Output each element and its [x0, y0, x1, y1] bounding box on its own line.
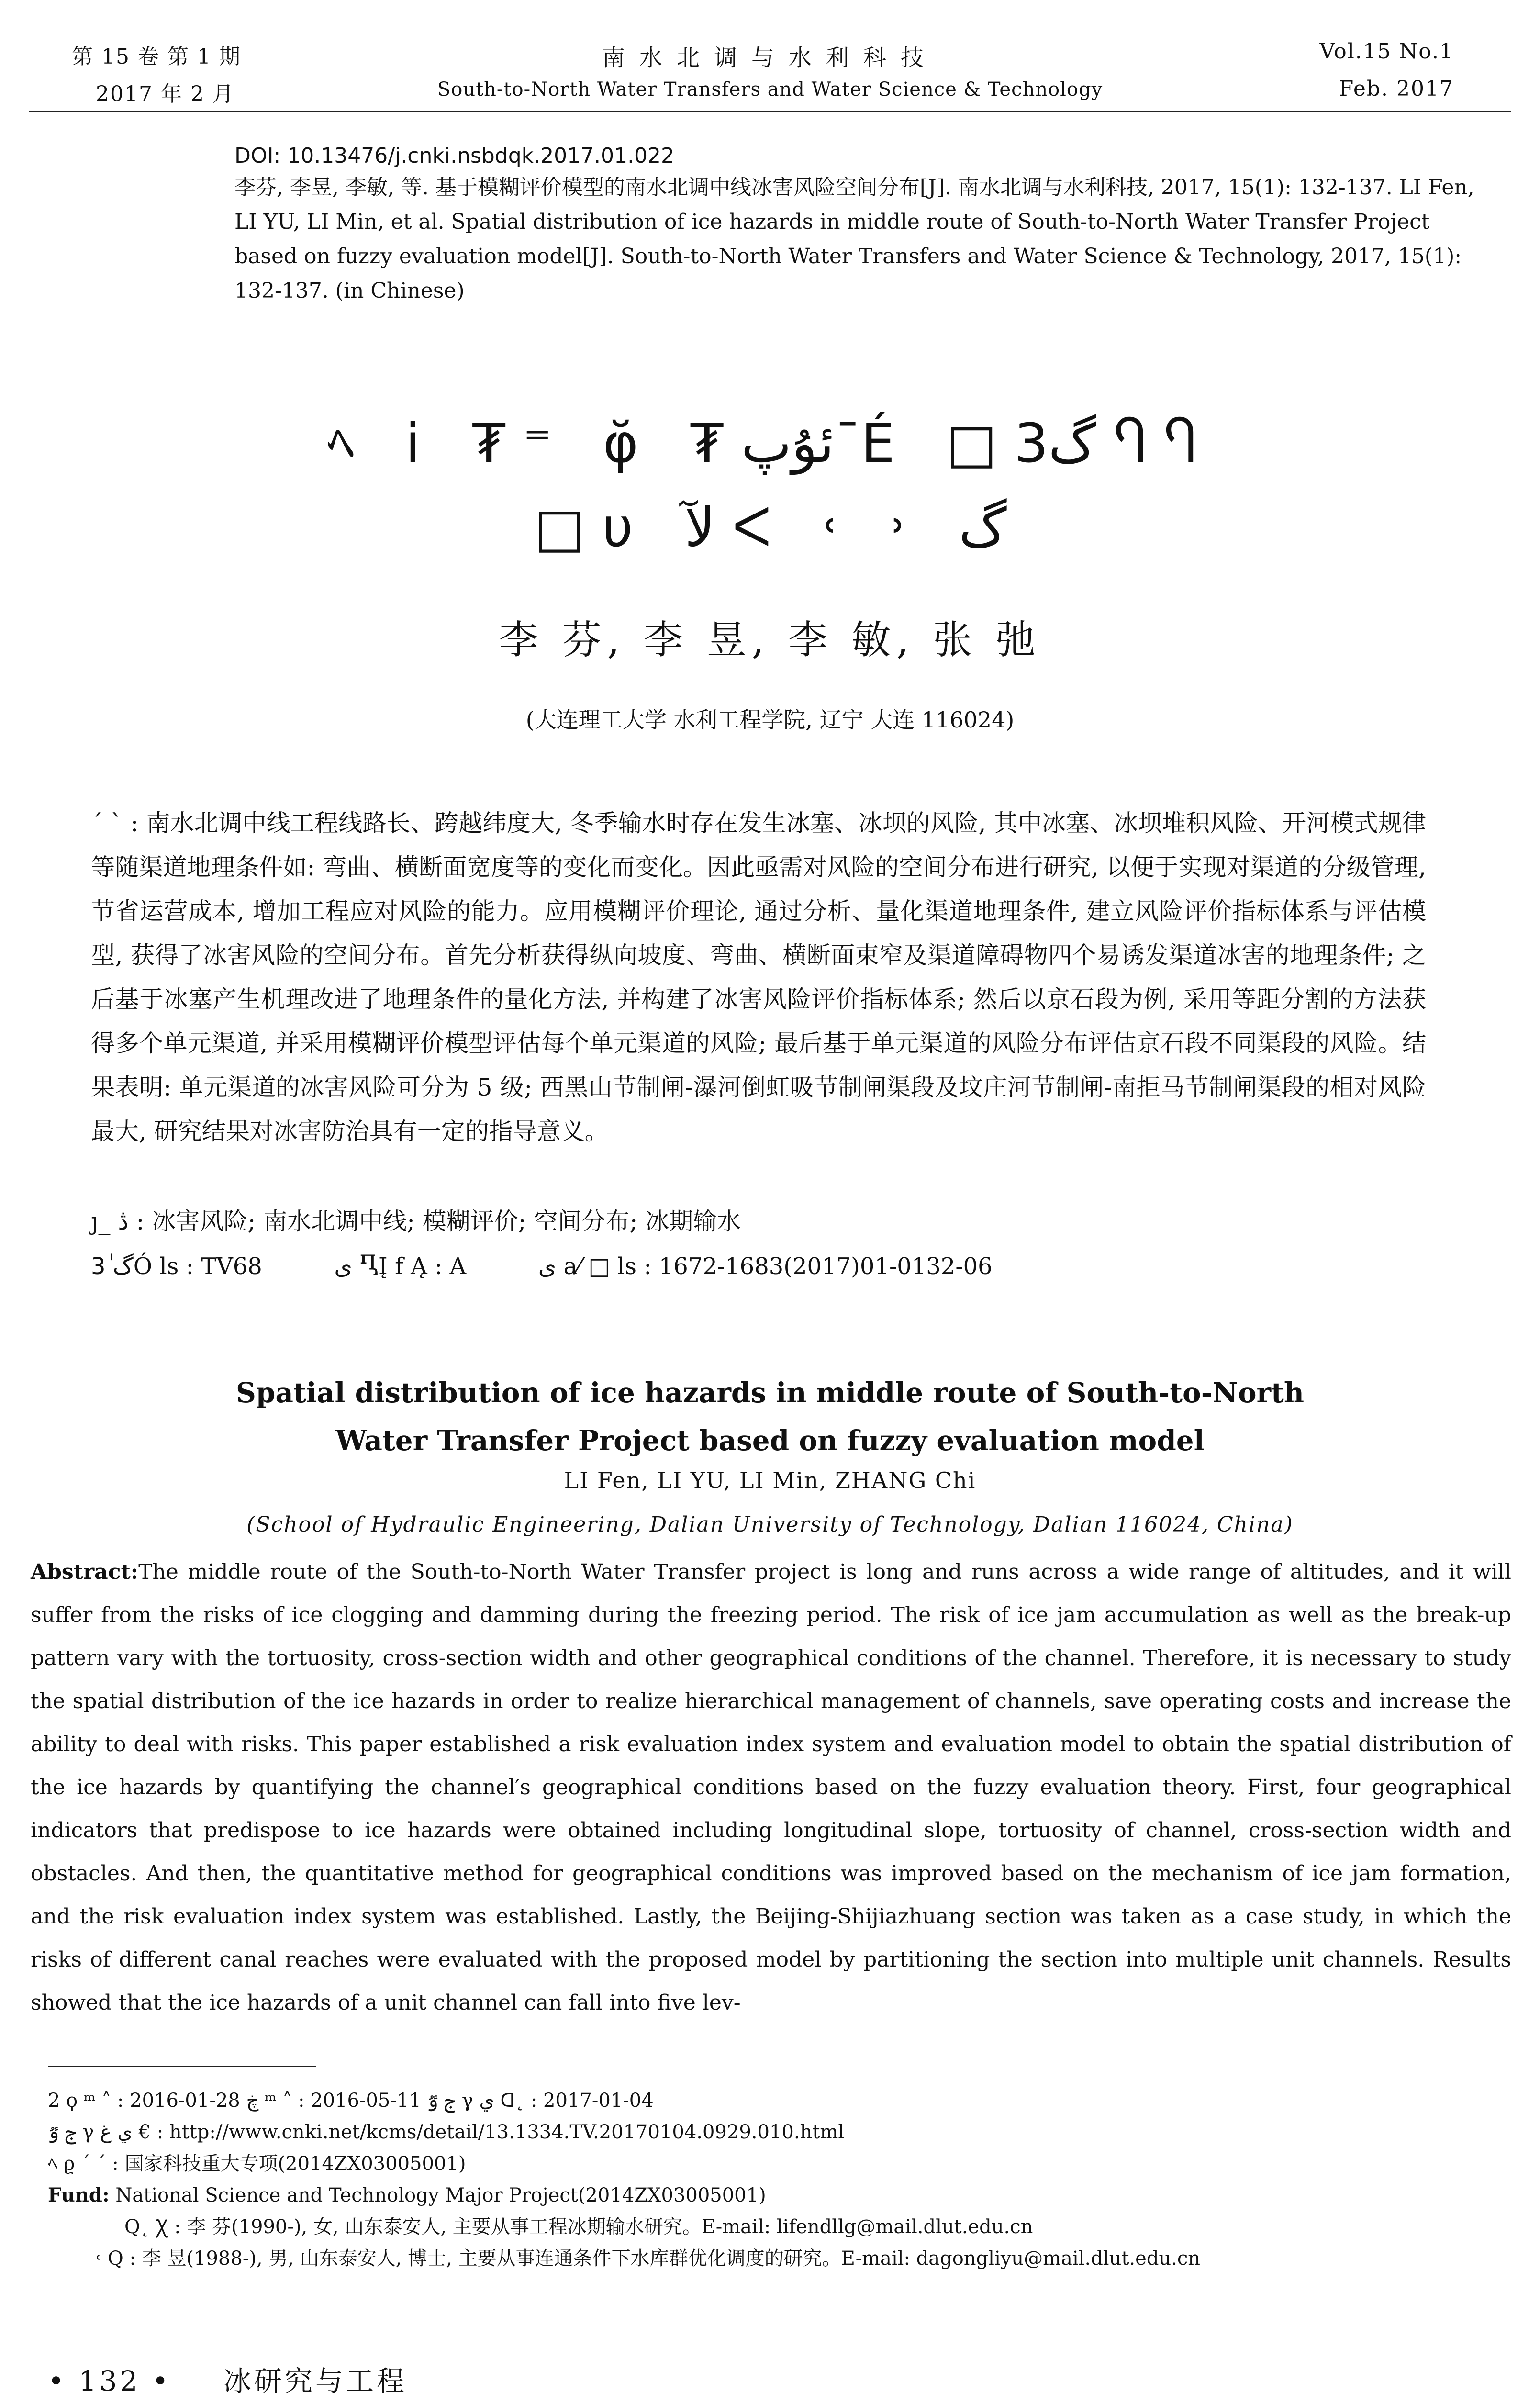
english-authors: LI Fen, LI YU, LI Min, ZHANG Chi: [564, 1467, 976, 1493]
publication-date: 2017 年 2 月: [96, 82, 234, 106]
title-garbled-line1: ﾍ i ₮⁼ φ̆ ₮ئۇپ¯É □گ3 ႤႤ: [327, 413, 1214, 475]
affiliation-cn: (大连理工大学 水利工程学院, 辽宁 大连 116024): [525, 707, 1015, 733]
title-garbled-line2: □υ ﻵ ᐸ ˓ ˒ گ: [534, 497, 1007, 559]
page-number: • 132 •: [48, 2365, 171, 2393]
footnote-author1: Q˛ Ꭓ : 李 芬(1990-), 女, 山东泰安人, 主要从事工程冰期输水研究。E-mail: lifendllg@mail.dlut.edu.cn: [124, 2216, 1033, 2238]
footnote-fund-en: [48, 2180, 1484, 2211]
english-affiliation: (School of Hydraulic Engineering, Dalian University of Technology, Dalian 116024, China): [246, 1512, 1294, 1537]
page-footer: [48, 2359, 407, 2393]
journal-title: 南水北调与水利科技: [602, 45, 938, 71]
footnote-dates: 2 ϙ ᵐ ˄ : 2016-01-28 ڿ ᵐ ˄ : 2016-05-11 ج ٷ γ ي ᗡ˛ : 2017-01-04: [48, 2090, 654, 2112]
english-abstract-label: Abstract:: [31, 1560, 139, 1584]
abstract-cn: [91, 801, 1426, 1153]
fund-en-text: National Science and Technology Major Project(2014ZX03005001): [115, 2184, 766, 2206]
footnotes: [48, 2085, 1484, 2274]
keywords-cn: [91, 1199, 1426, 1243]
english-title-line2: Water Transfer Project based on fuzzy evaluation model: [335, 1424, 1205, 1457]
english-abstract-text: The middle route of the South-to-North Water Transfer project is long and runs across a wide range of altitudes, and it will suffer from the risks of ice clogging and damming during the freezing period. The risk of ice jam accumulation as well as the break-up pattern vary with the tortuosity, cross-section width and other geographical conditions of the channel. Therefore, it is necessary to study the spatial distribution of the ice hazards in order to realize hierarchical management of channels, save operating costs and increase the ability to deal with risks. This paper established a risk evaluation index system and evaluation model to obtain the spatial distribution of the ice hazards by quantifying the channel′s geographical conditions based on the fuzzy evaluation theory. First, four geographical indicators that predispose to ice hazards were obtained including longitudinal slope, tortuosity of channel, cross-section width and obstacles. And then, the quantitative method for geographical conditions was improved based on the mechanism of ice jam formation, and the risk evaluation index system was established. Lastly, the Beijing-Shijiazhuang section was taken as a case study, in which the risks of different canal reaches were evaluated with the proposed model by partitioning the section into multiple unit channels. Results showed that the ice hazards of a unit channel can fall into five lev-: [31, 1560, 1511, 2015]
volume-issue: 第 15 卷 第 1 期: [72, 45, 241, 69]
english-title-line1: Spatial distribution of ice hazards in middle route of South-to-North: [235, 1376, 1305, 1409]
doc-code-value: A: [449, 1253, 467, 1280]
clc-value: TV68: [201, 1253, 262, 1280]
journal-subtitle: South-to-North Water Transfers and Water Science & Technology: [437, 78, 1103, 101]
article-id-label: ى a⁄ □ ls :: [538, 1253, 652, 1280]
citation-reference: 李芬, 李昱, 李敏, 等. 基于模糊评价模型的南水北调中线冰害风险空间分布[J]. 南水北调与水利科技, 2017, 15(1): 132-137. LI Fen, LI YU, LI Min, et al. Spatial distribution of ice hazards in middle route of South-to-North Water Transfer Project based on fuzzy evaluation model[J]. South-to-North Water Transfers and Water Science & Technology, 2017, 15(1): 132-137. (in Chinese): [234, 175, 1474, 303]
classification-line: [91, 1244, 1426, 1288]
clc-label: 3ٰ گÓ ls :: [91, 1253, 194, 1280]
article-id-value: 1672-1683(2017)01-0132-06: [658, 1253, 993, 1280]
abstract-cn-text: 南水北调中线工程线路长、跨越纬度大, 冬季输水时存在发生冰塞、冰坝的风险, 其中冰塞、冰坝堆积风险、开河模式规律等随渠道地理条件如: 弯曲、横断面宽度等的变化而变化。因此亟需对风险的空间分布进行研究, 以便于实现对渠道的分级管理, 节省运营成本, 增加工程应对风险的能力。应用模糊评价理论, 通过分析、量化渠道地理条件, 建立风险评价指标体系与评估模型, 获得了冰害风险的空间分布。首先分析获得纵向坡度、弯曲、横断面束窄及渠道障碍物四个易诱发渠道冰害的地理条件; 之后基于冰塞产生机理改进了地理条件的量化方法, 并构建了冰害风险评价指标体系; 然后以京石段为例, 采用等距分割的方法获得多个单元渠道, 并采用模糊评价模型评估每个单元渠道的风险; 最后基于单元渠道的风险分布评估京石段不同渠段的风险。结果表明: 单元渠道的冰害风险可分为 5 级; 西黑山节制闸-瀑河倒虹吸节制闸渠段及坟庄河节制闸-南拒马节制闸渠段的相对风险最大, 研究结果对冰害防治具有一定的指导意义。: [91, 809, 1426, 1145]
header-rule: [29, 111, 1511, 112]
footnote-author2: ˓ Q : 李 昱(1988-), 男, 山东泰安人, 博士, 主要从事连通条件下水库群优化调度的研究。E-mail: dagongliyu@mail.dlut.edu.cn: [96, 2248, 1201, 2270]
footnote-rule: [48, 2066, 316, 2067]
english-title: [196, 1369, 1344, 1465]
doc-code-label: ى ႢĮ f Ą :: [334, 1253, 443, 1280]
abstract-cn-label: ˊ ˋ :: [91, 809, 139, 837]
footnote-online: ج ٷ γ ي غ € : http://www.cnki.net/kcms/detail/13.1334.TV.20170104.0929.010.html: [48, 2121, 845, 2143]
keywords-cn-label: ȷ_ ڎ :: [91, 1208, 145, 1235]
publication-date-en: Feb. 2017: [1339, 77, 1454, 101]
keywords-cn-text: 冰害风险; 南水北调中线; 模糊评价; 空间分布; 冰期输水: [152, 1208, 741, 1235]
volume-number: Vol.15 No.1: [1319, 39, 1454, 64]
footnote-fund-cn: ﾍ ϱ ˊ ˊ : 国家科技重大专项(2014ZX03005001): [48, 2153, 466, 2175]
authors-cn: 李 芬, 李 昱, 李 敏, 张 弛: [499, 617, 1041, 663]
running-journal-name: 冰研究与工程: [223, 2365, 407, 2393]
doi: DOI: 10.13476/j.cnki.nsbdqk.2017.01.022: [234, 144, 675, 168]
fund-en-label: Fund:: [48, 2184, 110, 2206]
english-abstract: [31, 1551, 1511, 2024]
